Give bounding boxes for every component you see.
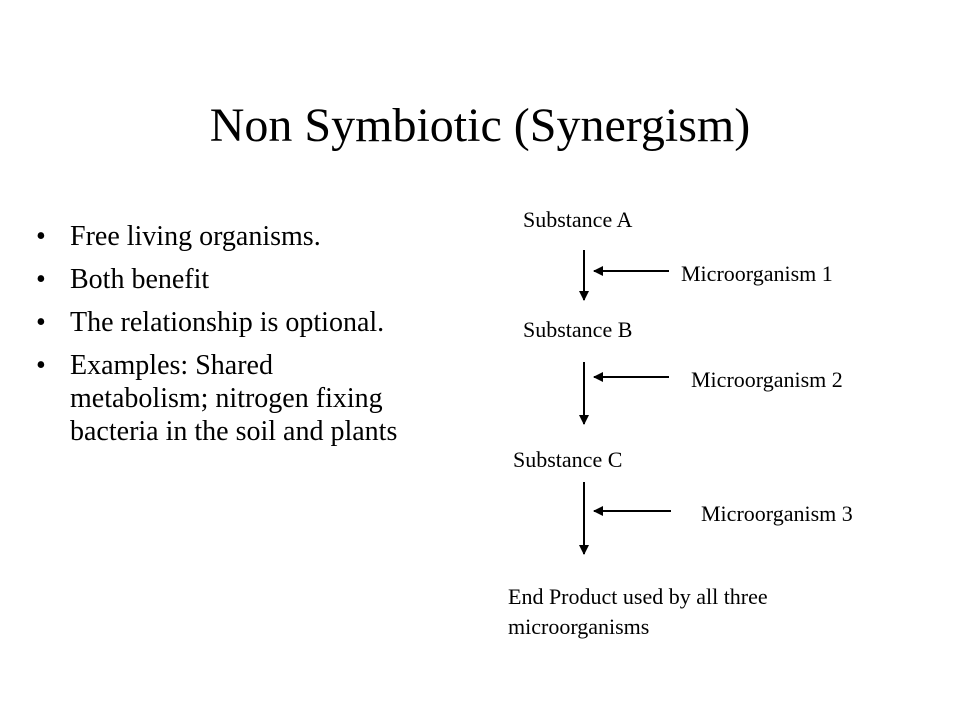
substance-a-label: Substance A xyxy=(523,207,633,232)
microorganism-3-label: Microorganism 3 xyxy=(701,501,853,526)
bullet-text: Free living organisms. xyxy=(70,221,321,252)
bullet-text: The relationship is optional. xyxy=(70,307,385,338)
end-product-label: End Product used by all three microorganisms xyxy=(508,584,768,639)
bullet-text: Both benefit xyxy=(70,264,210,295)
bullet-text: Examples: Shared metabolism; nitrogen fixing bacteria in the soil and plants xyxy=(70,350,398,447)
bullet-dot: • xyxy=(36,221,46,252)
substance-c-label: Substance C xyxy=(513,447,623,472)
bullet-dot: • xyxy=(36,307,46,338)
bullet-dot: • xyxy=(36,350,46,381)
substance-b-label: Substance B xyxy=(523,317,633,342)
microorganism-2-label: Microorganism 2 xyxy=(691,367,843,392)
slide-title: Non Symbiotic (Synergism) xyxy=(209,99,751,152)
bullet-dot: • xyxy=(36,264,46,295)
microorganism-1-label: Microorganism 1 xyxy=(681,261,833,286)
